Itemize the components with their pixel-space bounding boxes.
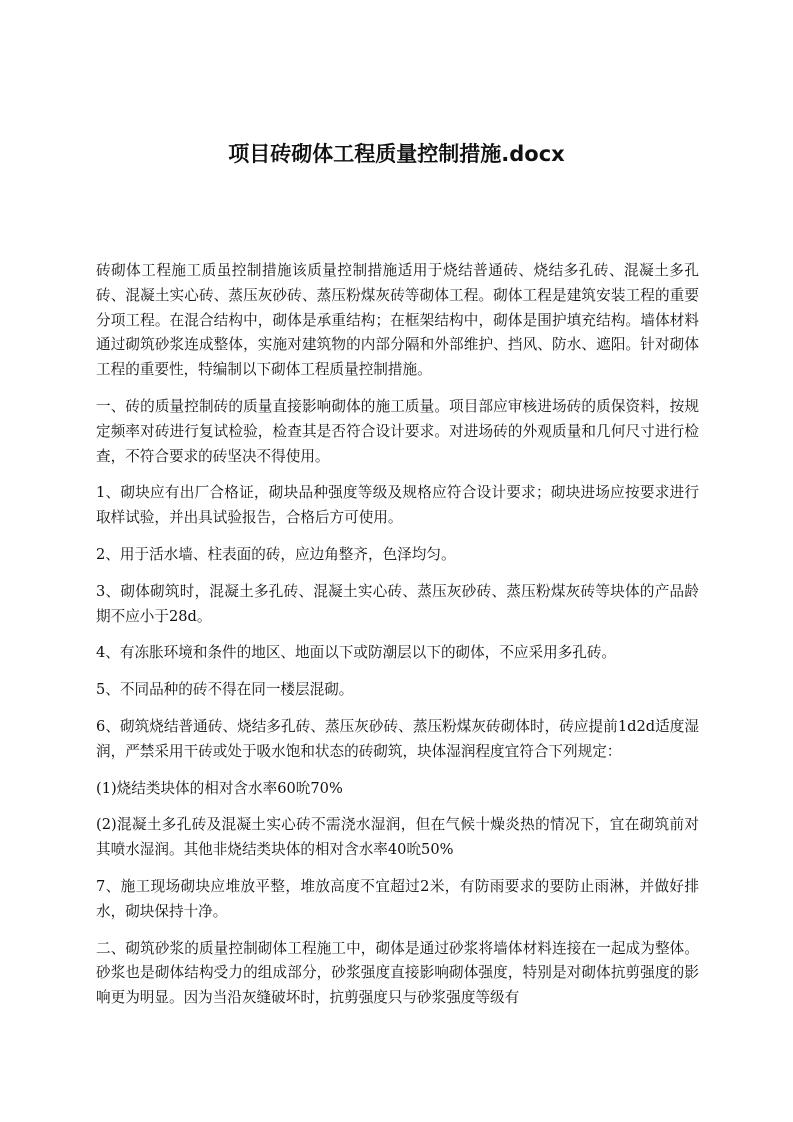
paragraph-item-5: 5、不同品种的砖不得在同一楼层混砌。 [96, 681, 354, 699]
paragraph-item-4: 4、有冻胀环境和条件的地区、地面以下或防潮层以下的砌体，不应采用多孔砖。 [96, 644, 617, 662]
paragraph-subitem-1: (1)烧结类块体的相对含水率60吮70% [96, 779, 343, 797]
paragraph-item-7: 7、施工现场砌块应堆放平整，堆放高度不宜超过2米，有防雨要求的要防止雨淋，并做好排水，砌块保持十净。 [96, 877, 699, 920]
paragraph-subitem-2: (2)混凝土多孔砖及混凝土实心砖不需浇水湿润，但在气候十燥炎热的情况下，宜在砌筑前对其喷水湿润。其他非烧结类块体的相对含水率40吮50% [96, 816, 699, 859]
paragraph-item-1: 1、砌块应有出厂合格证，砌块品种强度等级及规格应符合设计要求；砌块进场应按要求进行取样试验，并出具试验报告，合格后方可使用。 [96, 484, 699, 527]
paragraph-intro: 砖砌体工程施工质虽控制措施该质量控制措施适用于烧结普通砖、烧结多孔砖、混凝土多孔砖、混凝土实心砖、蒸压灰砂砖、蒸压粉煤灰砖等砌体工程。砌体工程是建筑安装工程的重要分项工程。在混合结构中，砌体是承重结构；在框架结构中，砌体是围护填充结构。墙体材料通过砌筑砂浆连成整体，实施对建筑物的内部分隔和外部维护、挡风、防水、遮阳。针对砌体工程的重要性，特编制以下砌体工程质量控制措施。 [96, 262, 699, 379]
paragraph-brick-quality: 一、砖的质量控制砖的质量直接影响砌体的施工质量。项目部应审核进场砖的质保资料，按规定频率对砖进行复试检验，检查其是否符合设计要求。对进场砖的外观质量和几何尺寸进行检查，不符合要求的砖坚决不得使用。 [96, 397, 699, 465]
paragraph-item-2: 2、用于活水墙、柱表面的砖，应边角整齐，色泽均匀。 [96, 545, 456, 563]
paragraph-item-3: 3、砌体砌筑时，混凝土多孔砖、混凝土实心砖、蒸压灰砂砖、蒸压粉煤灰砖等块体的产品龄期不应小于28d。 [96, 582, 699, 625]
paragraph-mortar-quality: 二、砌筑砂浆的质量控制砌体工程施工中，砌体是通过砂浆将墙体材料连接在一起成为整体。砂浆也是砌体结构受力的组成部分，砂浆强度直接影响砌体强度，特别是对砌体抗剪强度的影响更为明显。因为当沿灰缝破坏时，抗剪强度只与砂浆强度等级有 [96, 939, 699, 1007]
document-body [96, 259, 699, 1023]
paragraph-item-6: 6、砌筑烧结普通砖、烧结多孔砖、蒸压灰砂砖、蒸压粉煤灰砖砌体时，砖应提前1d2d适度湿润，严禁采用干砖或处于吸水饱和状态的砖砌筑，块体湿润程度宜符合下列规定： [96, 717, 699, 760]
document-title: 项目砖砌体工程质量控制措施.docx [228, 142, 565, 166]
